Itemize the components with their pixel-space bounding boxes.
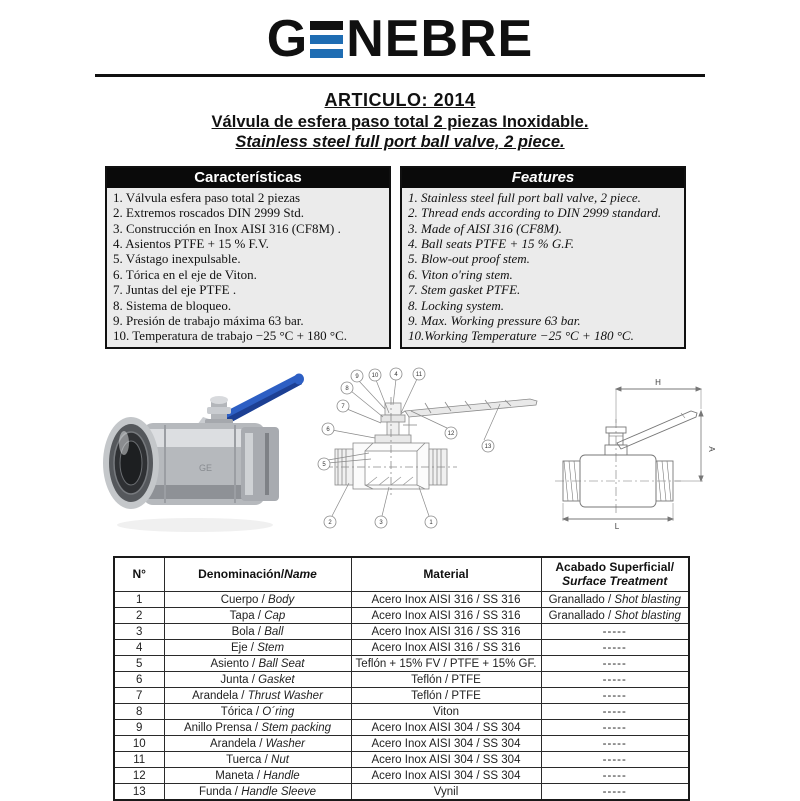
valve-stem (205, 396, 233, 427)
part-material-cell: Acero Inox AISI 316 / SS 316 (351, 624, 541, 640)
part-finish-cell: ----- (541, 768, 689, 784)
part-number-cell: 1 (114, 592, 164, 608)
part-material-cell: Acero Inox AISI 316 / SS 316 (351, 608, 541, 624)
table-row (114, 704, 689, 720)
list-item: 2. Extremos roscados DIN 2999 Std. (113, 205, 305, 221)
svg-text:GE: GE (199, 462, 213, 473)
part-material-cell: Teflón / PTFE (351, 688, 541, 704)
features-header: Features (402, 168, 684, 188)
features-list (402, 188, 684, 347)
header-name-es: Denominación/ (198, 566, 285, 581)
exploded-diagram (305, 359, 553, 547)
dim-label-h: H (655, 377, 661, 387)
part-finish-cell: ----- (541, 736, 689, 752)
part-finish-cell: ----- (541, 672, 689, 688)
list-item: 4. Ball seats PTFE + 15 % G.F. (408, 235, 574, 251)
part-name-cell (164, 624, 351, 640)
part-name-en: Gasket (258, 673, 295, 686)
part-material-cell: Acero Inox AISI 304 / SS 304 (351, 768, 541, 784)
part-name-cell (164, 688, 351, 704)
part-finish-es: Granallado / (548, 593, 615, 606)
part-finish-es: Granallado / (548, 609, 615, 622)
part-finish-cell: ----- (541, 784, 689, 801)
list-item: 3. Construcción en Inox AISI 316 (CF8M) . (113, 220, 341, 236)
part-name-cell (164, 752, 351, 768)
dim-label-l: L (614, 521, 620, 531)
part-number-cell: 10 (114, 736, 164, 752)
caracteristicas-box (105, 166, 391, 349)
part-number-cell: 12 (114, 768, 164, 784)
part-name-cell (164, 672, 351, 688)
genebre-logo (0, 10, 800, 68)
list-item: 6. Tórica en el eje de Viton. (113, 266, 257, 282)
callout-10: 10 (371, 373, 379, 380)
part-finish-cell (541, 592, 689, 608)
table-row (114, 784, 689, 801)
part-material-cell: Acero Inox AISI 316 / SS 316 (351, 592, 541, 608)
part-name-es: Tuerca / (226, 753, 272, 766)
part-name-en: Thrust Washer (247, 689, 323, 702)
part-number-cell: 13 (114, 784, 164, 801)
callout-13: 13 (484, 444, 492, 451)
table-row (114, 736, 689, 752)
part-material-cell: Teflón / PTFE (351, 672, 541, 688)
part-material-cell: Vynil (351, 784, 541, 801)
table-row (114, 688, 689, 704)
table-row (114, 656, 689, 672)
callout-11: 11 (415, 372, 423, 379)
part-name-es: Arandela / (209, 737, 266, 750)
part-name-cell (164, 704, 351, 720)
part-number-cell: 2 (114, 608, 164, 624)
list-item: 6. Viton o'ring stem. (408, 266, 513, 282)
header-finish-en: Surface Treatment (562, 573, 668, 588)
product-title-en: Stainless steel full port ball valve, 2 piece. (235, 133, 565, 152)
part-name-cell (164, 608, 351, 624)
part-name-cell (164, 720, 351, 736)
part-name-es: Asiento / (210, 657, 259, 670)
part-name-en: Stem packing (261, 721, 332, 734)
part-name-en: Body (268, 593, 295, 606)
logo-stylized-e-icon (310, 21, 343, 58)
callout-6: 6 (326, 427, 330, 434)
figures-row (95, 359, 800, 547)
part-number-cell: 3 (114, 624, 164, 640)
part-name-cell (164, 640, 351, 656)
part-name-es: Tórica / (220, 705, 263, 718)
part-name-cell (164, 592, 351, 608)
list-item: 5. Blow-out proof stem. (408, 251, 530, 267)
part-name-es: Cuerpo / (220, 593, 269, 606)
part-name-es: Eje / (230, 641, 258, 654)
callout-7: 7 (341, 404, 345, 411)
list-item: 10. Temperatura de trabajo −25 °C + 180 °C. (113, 328, 348, 344)
caracteristicas-header: Características (107, 168, 389, 188)
callout-2: 2 (328, 520, 332, 527)
part-finish-en: Shot blasting (614, 609, 681, 622)
part-name-en: Cap (264, 609, 286, 622)
part-name-en: Nut (271, 753, 289, 766)
callout-9: 9 (355, 374, 359, 381)
logo-letter-g: G (266, 10, 309, 68)
part-finish-cell: ----- (541, 656, 689, 672)
header-divider (95, 74, 705, 77)
callout-4: 4 (394, 372, 398, 379)
part-name-es: Bola / (231, 625, 265, 638)
header-name-en: Name (284, 566, 317, 581)
part-finish-cell: ----- (541, 688, 689, 704)
part-material-cell: Acero Inox AISI 316 / SS 316 (351, 640, 541, 656)
part-material-cell: Acero Inox AISI 304 / SS 304 (351, 720, 541, 736)
table-row (114, 592, 689, 608)
features-box (400, 166, 686, 349)
part-name-es: Maneta / (215, 769, 264, 782)
logo-letters-nebre: NEBRE (346, 10, 534, 68)
part-finish-en: Shot blasting (614, 593, 681, 606)
part-name-es: Junta / (220, 673, 259, 686)
part-material-cell: Acero Inox AISI 304 / SS 304 (351, 736, 541, 752)
list-item: 4. Asientos PTFE + 15 % F.V. (113, 235, 269, 251)
part-name-cell (164, 784, 351, 801)
callout-12: 12 (447, 431, 455, 438)
part-name-cell (164, 768, 351, 784)
list-item: 3. Made of AISI 316 (CF8M). (408, 220, 562, 236)
valve-photo (95, 359, 305, 547)
parts-table-header-row (114, 557, 689, 592)
dimension-drawing (553, 365, 721, 533)
part-finish-cell: ----- (541, 720, 689, 736)
part-name-en: Ball Seat (258, 657, 305, 670)
part-name-en: Stem (257, 641, 285, 654)
callout-5: 5 (322, 462, 326, 469)
valve-body (143, 423, 279, 505)
list-item: 5. Vástago inexpulsable. (113, 251, 241, 267)
part-number-cell: 8 (114, 704, 164, 720)
table-row (114, 672, 689, 688)
list-item: 10.Working Temperature −25 °C + 180 °C. (408, 328, 634, 344)
list-item: 1. Válvula esfera paso total 2 piezas (113, 189, 301, 205)
title-block (0, 89, 800, 153)
part-name-en: O´ring (262, 705, 295, 718)
part-number-cell: 6 (114, 672, 164, 688)
valve-port-opening (103, 417, 159, 509)
list-item: 8. Locking system. (408, 297, 505, 313)
table-row (114, 608, 689, 624)
list-item: 9. Presión de trabajo máxima 63 bar. (113, 313, 304, 328)
part-material-cell: Acero Inox AISI 304 / SS 304 (351, 752, 541, 768)
list-item: 8. Sistema de bloqueo. (113, 297, 232, 313)
header-material: Material (351, 557, 541, 592)
list-item: 2. Thread ends according to DIN 2999 standard. (408, 205, 662, 221)
list-item: 7. Juntas del eje PTFE . (113, 282, 237, 298)
part-material-cell: Teflón + 15% FV / PTFE + 15% GF. (351, 656, 541, 672)
part-name-cell (164, 656, 351, 672)
callout-3: 3 (379, 520, 383, 527)
part-finish-cell (541, 608, 689, 624)
part-number-cell: 11 (114, 752, 164, 768)
part-number-cell: 9 (114, 720, 164, 736)
part-finish-cell: ----- (541, 624, 689, 640)
dim-label-a: A (707, 446, 716, 452)
part-material-cell: Viton (351, 704, 541, 720)
header-finish (541, 557, 689, 592)
part-finish-cell: ----- (541, 640, 689, 656)
part-name-en: Washer (265, 737, 306, 750)
callout-1: 1 (429, 520, 433, 527)
part-number-cell: 7 (114, 688, 164, 704)
part-name-en: Ball (264, 625, 284, 638)
part-number-cell: 4 (114, 640, 164, 656)
part-number-cell: 5 (114, 656, 164, 672)
table-row (114, 640, 689, 656)
header-finish-es: Acabado Superficial/ (555, 559, 675, 574)
table-row (114, 752, 689, 768)
list-item: 9. Max. Working pressure 63 bar. (408, 313, 581, 328)
part-name-es: Anillo Prensa / (183, 721, 262, 734)
article-number: ARTICULO: 2014 (324, 90, 476, 110)
list-item: 7. Stem gasket PTFE. (408, 282, 521, 298)
callout-8: 8 (345, 386, 349, 393)
part-name-cell (164, 736, 351, 752)
part-name-en: Handle (263, 769, 300, 782)
table-row (114, 624, 689, 640)
product-title-es: Válvula de esfera paso total 2 piezas Inoxidable. (211, 112, 589, 131)
table-row (114, 720, 689, 736)
list-item: 1. Stainless steel full port ball valve, 2 piece. (408, 189, 641, 205)
parts-table (113, 556, 690, 801)
part-finish-cell: ----- (541, 704, 689, 720)
part-name-es: Tapa / (229, 609, 265, 622)
part-name-es: Arandela / (192, 689, 248, 702)
feature-boxes (105, 166, 695, 349)
parts-table-body (114, 592, 689, 801)
header-number: N° (114, 557, 164, 592)
part-finish-cell: ----- (541, 752, 689, 768)
part-name-es: Funda / (198, 785, 242, 798)
header-name (164, 557, 351, 592)
part-name-en: Handle Sleeve (241, 785, 316, 798)
caracteristicas-list (107, 188, 389, 347)
table-row (114, 768, 689, 784)
